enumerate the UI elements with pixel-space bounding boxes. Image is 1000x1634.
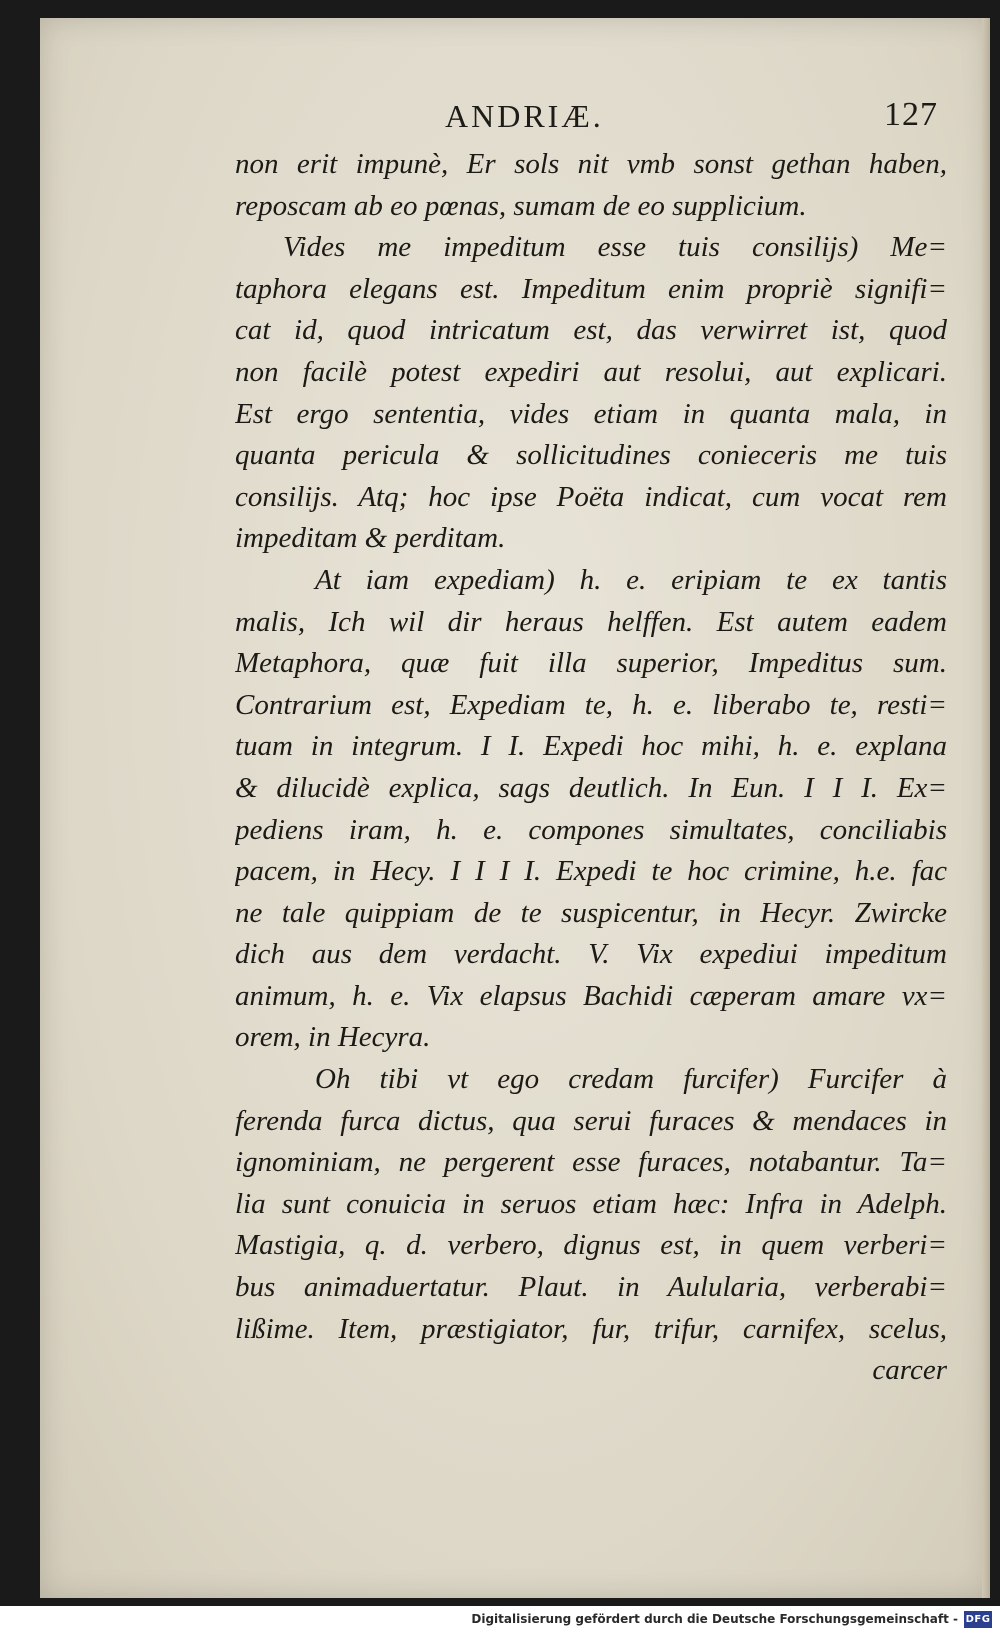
text-line: bus animaduertatur. Plaut. in Aulularia, verberabi= [235,1271,947,1304]
text-line: Vides me impeditum esse tuis consilijs) Me= [283,231,947,264]
digitization-footer [0,1606,1000,1634]
text-line: animum, h. e. Vix elapsus Bachidi cæperam amare vx= [235,979,947,1012]
text-line: At iam expediam) h. e. eripiam te ex tantis [315,563,947,596]
running-title: ANDRIÆ. [445,98,604,134]
text-line: Metaphora, quæ fuit illa superior, Impeditus sum. [235,647,947,680]
text-line: ne tale quippiam de te suspicentur, in Hecyr. Zwircke [235,896,947,929]
dfg-logo-icon: DFG [964,1611,992,1628]
text-line: Contrarium est, Expediam te, h. e. liberabo te, resti= [235,688,947,721]
text-line: lia sunt conuicia in seruos etiam hæc: Infra in Adelph. [235,1187,947,1220]
text-line: & dilucidè explica, sags deutlich. In Eun. I I I. Ex= [235,771,947,804]
book-page [40,18,990,1598]
text-line: Oh tibi vt ego credam furcifer) Furcifer à [315,1063,947,1096]
text-line: orem, in Hecyra. [235,1021,431,1054]
text-line: tuam in integrum. I I. Expedi hoc mihi, h. e. explana [235,730,947,763]
text-line: malis, Ich wil dir heraus helffen. Est autem eadem [235,605,947,638]
text-line: Mastigia, q. d. verbero, dignus est, in quem verberi= [235,1229,947,1262]
page-number: 127 [884,96,938,133]
text-line: taphora elegans est. Impeditum enim propriè signifi= [235,272,947,305]
text-line: ignominiam, ne pergerent esse furaces, notabantur. Ta= [235,1146,947,1179]
page-header [40,88,990,138]
text-line: non erit impunè, Er sols nit vmb sonst gethan haben, [235,148,947,180]
text-line: reposcam ab eo pœnas, sumam de eo supplicium. [235,189,807,222]
page-edge [982,18,990,1598]
text-line: non facilè potest expediri aut resolui, aut explicari. [235,355,947,388]
funding-notice: Digitalisierung gefördert durch die Deutsche Forschungsgemeinschaft - [471,1612,958,1626]
text-line: pacem, in Hecy. I I I I. Expedi te hoc crimine, h.e. fac [235,855,947,888]
text-line: impeditam & perditam. [235,522,506,555]
text-line: lißime. Item, præstigiator, fur, trifur, carnifex, scelus, [235,1312,947,1345]
text-line: dich aus dem verdacht. V. Vix expediui impeditum [235,938,947,971]
text-line: consilijs. Atq; hoc ipse Poëta indicat, cum vocat rem [235,480,947,513]
body-text [235,144,947,1392]
text-line: pediens iram, h. e. compones simultates, conciliabis [235,813,947,846]
text-line: Est ergo sententia, vides etiam in quanta mala, in [235,397,947,430]
text-line: cat id, quod intricatum est, das verwirret ist, quod [235,314,947,347]
catchword: carcer [872,1354,947,1387]
text-line: ferenda furca dictus, qua serui furaces & mendaces in [235,1104,947,1137]
text-line: quanta pericula & sollicitudines conieceris me tuis [235,439,947,472]
